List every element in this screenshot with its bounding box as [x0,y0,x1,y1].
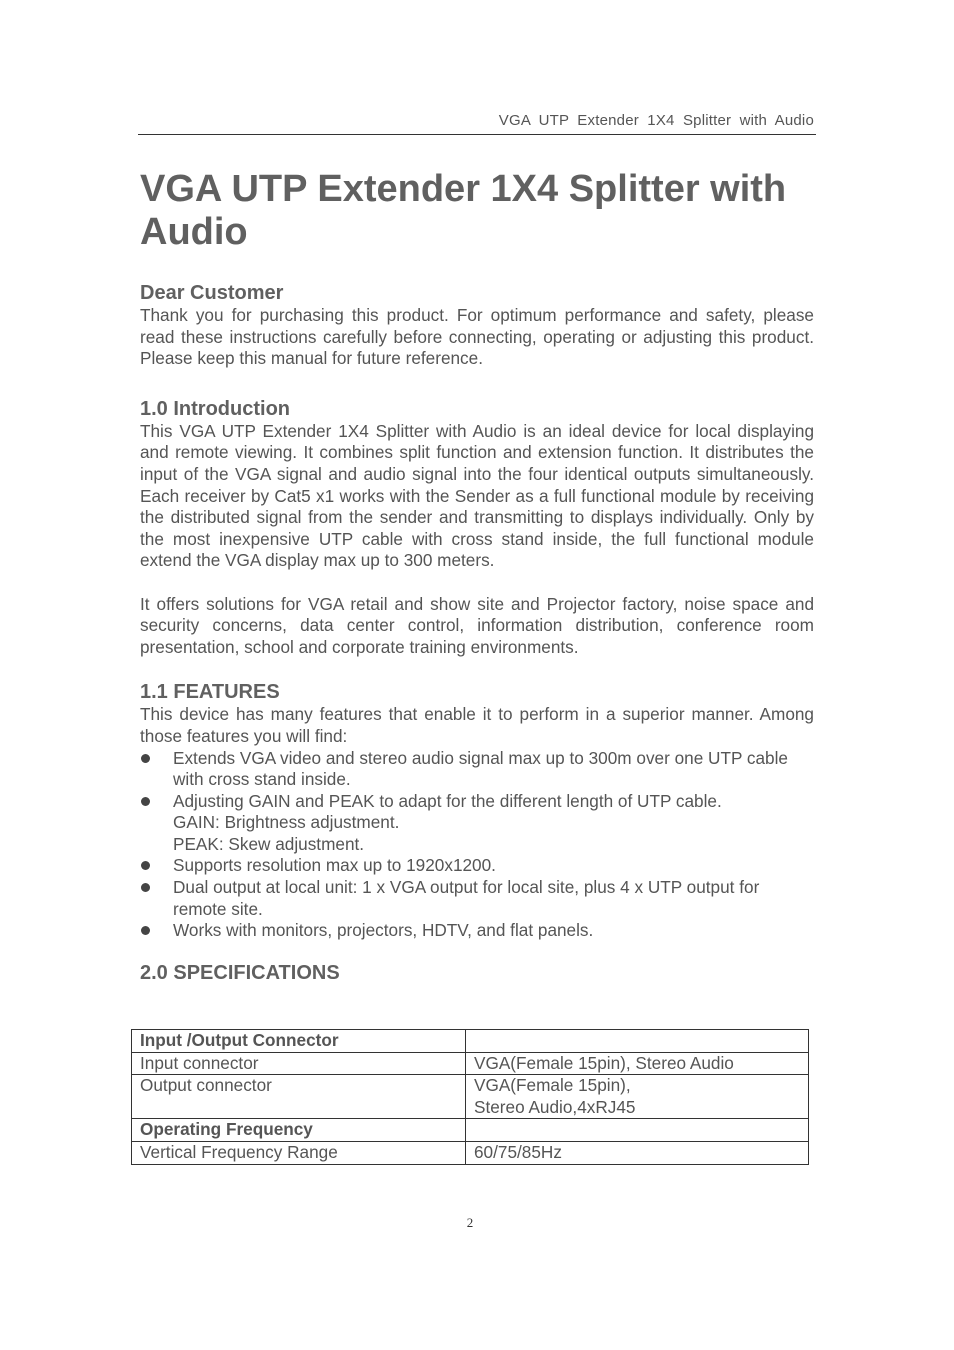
spec-group-label: Operating Frequency [132,1119,466,1142]
list-item [140,920,814,942]
introduction-para1: This VGA UTP Extender 1X4 Splitter with Audio is an ideal device for local displaying and remote viewing. It combines split function and extension function. It distributes the input of the VGA signal and audio signal into the four identical outputs simultaneously. Each receiver by Cat5 x1 works with the Sender as a full functional module by receiving the distributed signal from the sender and transmitting to displays individually. Only by the most inexpensive UTP cable with cross stand inside, the full functional module extend the VGA display max up to 300 meters. [140,420,814,571]
table-row [132,1075,809,1119]
list-item [140,877,814,920]
list-item [140,791,814,856]
bullet-icon [141,883,150,892]
feature-subtext: GAIN: Brightness adjustment. [173,812,400,833]
feature-text: Adjusting GAIN and PEAK to adapt for the different length of UTP cable. [173,790,722,811]
feature-text: Extends VGA video and stereo audio signal max up to 300m over one UTP cable with cross stand inside. [173,747,788,790]
list-item [140,748,814,791]
spec-label: Input connector [132,1052,466,1075]
bullet-icon [141,797,150,806]
spec-value [466,1119,809,1142]
section-features [140,680,814,942]
table-row [132,1052,809,1075]
dear-customer-body: Thank you for purchasing this product. For optimum performance and safety, please read these instructions carefully before connecting, operating or adjusting this product. Please keep this manual for future reference. [140,305,814,369]
section-specifications [140,961,814,985]
bullet-icon [141,926,150,935]
introduction-heading: 1.0 Introduction [140,397,290,420]
bullet-icon [141,754,150,763]
section-dear-customer [140,281,814,370]
spec-value: VGA(Female 15pin), [474,1075,631,1096]
spec-value: 60/75/85Hz [466,1141,809,1164]
features-heading: 1.1 FEATURES [140,681,280,704]
dear-customer-heading: Dear Customer [140,282,284,304]
running-header: VGA UTP Extender 1X4 Splitter with Audio [498,112,814,129]
specifications-heading: 2.0 SPECIFICATIONS [140,961,340,984]
bullet-icon [141,861,150,870]
table-row [132,1119,809,1142]
page-number: 2 [466,1215,474,1230]
spec-value [466,1030,809,1053]
page-content [140,168,814,985]
spec-value-cell [466,1075,809,1119]
table-row [132,1141,809,1164]
table-row [132,1030,809,1053]
feature-subtext: PEAK: Skew adjustment. [173,833,365,854]
document-title-line1: VGA UTP Extender 1X4 Splitter with [140,168,787,210]
header-rule [138,134,816,135]
spec-label: Output connector [132,1075,466,1119]
section-introduction [140,397,814,659]
feature-text: Works with monitors, projectors, HDTV, and flat panels. [173,920,594,941]
document-title-line2: Audio [140,211,248,253]
spec-value: Stereo Audio,4xRJ45 [474,1096,636,1117]
spec-label: Vertical Frequency Range [132,1141,466,1164]
spec-group-label: Input /Output Connector [132,1030,466,1053]
feature-text: Dual output at local unit: 1 x VGA output for local site, plus 4 x UTP output for remote site. [173,877,760,919]
spec-value: VGA(Female 15pin), Stereo Audio [466,1052,809,1075]
introduction-para2: It offers solutions for VGA retail and show site and Projector factory, noise space and security concerns, data center control, information distribution, conference room presentation, school and corporate training environments. [140,593,814,657]
features-intro: This device has many features that enable it to perform in a superior manner. Among those features you will find: [140,704,814,746]
document-title [140,168,814,254]
list-item [140,855,814,877]
features-list [140,748,814,942]
feature-text: Supports resolution max up to 1920x1200. [173,855,496,876]
specifications-table [131,1029,809,1165]
